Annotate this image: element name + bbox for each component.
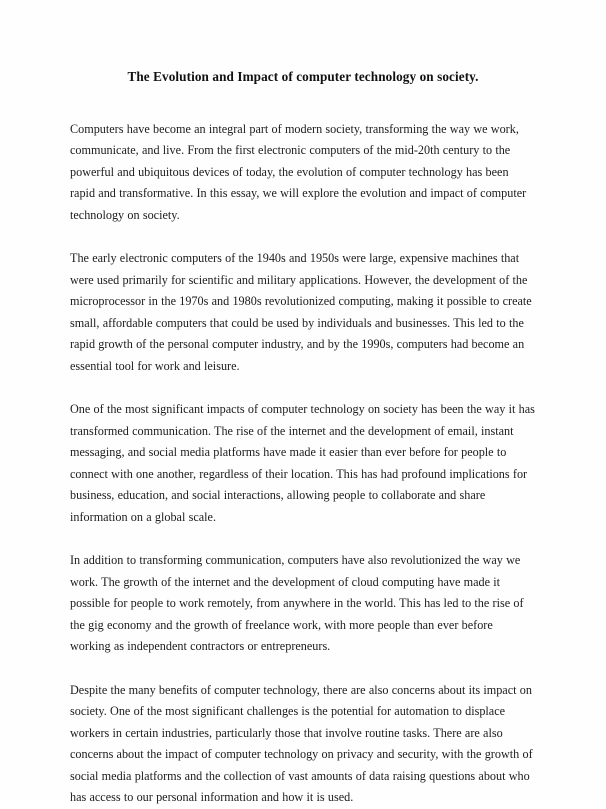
paragraph-history: The early electronic computers of the 1940s and 1950s were large, expensive machines that were used primarily for scientific and military applications. However, the development of the microprocessor in the 1970s and 1980s revolutionized computing, making it possible to create small, affordable computers that could be used by individuals and businesses. This led to the rapid growth of the personal computer industry, and by the 1990s, computers had become an essential tool for work and leisure. xyxy=(70,251,532,373)
paragraph-work: In addition to transforming communication, computers have also revolutionized the way we work. The growth of the internet and the development of cloud computing have made it possible for people to work remotely, from anywhere in the world. This has led to the rise of the gig economy and the growth of freelance work, with more people than ever before working as independent contractors or entrepreneurs. xyxy=(70,553,524,654)
paragraph-communication: One of the most significant impacts of computer technology on society has been the way it has transformed communication. The rise of the internet and the development of email, instant messaging, and social media platforms have made it easier than ever before for people to connect with one another, regardless of their location. This has had profound implications for business, education, and social interactions, allowing people to collaborate and share information on a global scale. xyxy=(70,402,535,524)
paragraph-concerns: Despite the many benefits of computer technology, there are also concerns about its impact on society. One of the most significant challenges is the potential for automation to displace workers in certain industries, particularly those that involve routine tasks. There are also concerns about the impact of computer technology on privacy and security, with the growth of social media platforms and the collection of vast amounts of data raising questions about who has access to our personal information and how it is used. xyxy=(70,682,533,805)
document-paragraph-list xyxy=(70,86,536,809)
paragraph-intro: Computers have become an integral part of modern society, transforming the way we work, communicate, and live. From the first electronic computers of the mid-20th century to the powerful and ubiquitous devices of today, the evolution of computer technology has been rapid and transformative. In this essay, we will explore the evolution and impact of computer technology on society. xyxy=(70,121,527,222)
page-title: The Evolution and Impact of computer technology on society. xyxy=(127,69,479,84)
document-text-column xyxy=(70,0,536,809)
